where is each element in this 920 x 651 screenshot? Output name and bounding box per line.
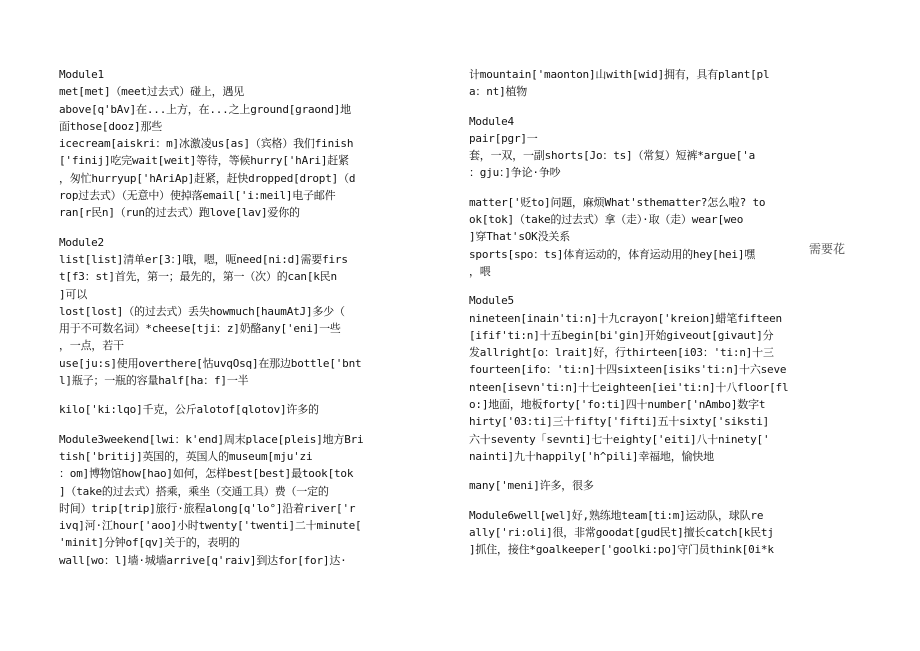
vocab-line: Module6well[wel]好,熟练地team[ti:m]运动队，球队re [469, 508, 764, 522]
vocab-line: wall[wo：l]墙·城墙arrive[q'raiv]到达for[for]达· [59, 553, 347, 567]
vocab-line: rop过去式）（无意中）使掉落email['i:meil]电子邮件 [59, 189, 336, 203]
vocab-line: sports[spo：ts]体育运动的，体育运动用的hey[hei]嘿 [469, 247, 756, 261]
vocab-line: ran[r民n]（run的过去式）跑love[lav]爱你的 [59, 206, 300, 220]
vocab-line: ]穿That'sOK没关系 [469, 230, 571, 244]
left-text-column [59, 66, 382, 581]
vocab-line: 时间）trip[trip]旅行·旅程along[q'lo°]沿着river['r [59, 501, 356, 515]
vocab-paragraph [59, 401, 382, 418]
vocab-line: nainti]九十happily['h^pili]幸福地，愉快地 [469, 449, 714, 463]
module-heading: Module4 [469, 114, 514, 128]
module-heading: Module1 [59, 68, 104, 81]
vocab-line: lost[lost]（的过去式）丢失howmuch[haumAtJ]多少（ [59, 304, 345, 318]
vocab-paragraph [59, 431, 382, 569]
vocab-paragraph [469, 66, 795, 101]
vocab-line: 套，一双，一副shorts[Jo：ts]（常复）短裤*argue['a [469, 149, 756, 163]
module-heading: Module5 [469, 294, 514, 308]
vocab-line: 计mountain['maonton]山with[wid]拥有，具有plant[pl [469, 68, 770, 81]
vocab-line: kilo['ki:lqo]千克，公斤alotof[qlotov]许多的 [59, 403, 319, 417]
vocab-line: nineteen[inain'ti:n]十九crayon['kreion]蜡笔fifteen [469, 311, 782, 325]
vocab-line: 'minit]分钟of[qv]关于的，表明的 [59, 536, 240, 550]
vocab-line: ivq]河·江hour['aoo]小时twenty['twenti]二十minute[ [59, 519, 362, 533]
vocab-line: tish['britij]英国的，英国人的museum[mju'zi [59, 449, 313, 463]
vocab-line: nteen[isevn'ti:n]十七eighteen[iei'ti:n]十八floor[fl [469, 380, 789, 394]
vocab-paragraph [59, 66, 382, 222]
vocab-line: t[f3：st]首先，第一；最先的，第一（次）的can[k民n [59, 270, 337, 284]
vocab-line: o:]地面，地板forty['fo:ti]四十number['nAmbo]数字t [469, 398, 766, 412]
vocab-line: icecream[aiskri：m]冰激凌us[as]（宾格）我们finish [59, 137, 354, 151]
margin-note: 需要花 [809, 242, 846, 256]
right-text-column [469, 66, 795, 570]
vocab-line: ：gju：]争论·争吵 [469, 166, 561, 180]
vocab-paragraph [59, 234, 382, 390]
vocab-line: ok[tok]（take的过去式）拿（走）·取（走）wear[weo [469, 213, 744, 227]
vocab-line: ：om]博物馆how[hao]如何，怎样best[best]最took[tok [59, 467, 354, 481]
vocab-line: list[list]清单er[3：]哦，嗯，呃need[ni:d]需要firs [59, 252, 348, 266]
vocab-line: ，喂 [469, 264, 491, 278]
vocab-line: use[ju:s]使用overthere[怙uvqOsq]在那边bottle['bnt [59, 356, 362, 370]
vocab-line: 用于不可数名词）*cheese[tji：z]奶酪any['eni]一些 [59, 322, 341, 336]
vocab-line: a：nt]植物 [469, 85, 528, 99]
vocab-line: ]可以 [59, 287, 88, 301]
vocab-paragraph [469, 113, 795, 182]
vocab-paragraph [469, 477, 795, 494]
vocab-line: 六十seventy「sevnti]七十eighty['eiti]八十ninety[' [469, 432, 770, 446]
vocab-line: pair[pgr]一 [469, 131, 538, 145]
vocab-line: ally['ri:oli]很，非常goodat[gud民t]擅长catch[k民tj [469, 525, 774, 539]
module-heading: Module2 [59, 235, 104, 249]
vocab-line: hirty['03:ti]三十fifty['fifti]五十sixty['siksti] [469, 415, 770, 429]
vocab-line: many['meni]许多，很多 [469, 479, 594, 493]
vocab-line: fourteen[ifo：'ti:n]十四sixteen[isiks'ti:n]十六seve [469, 363, 787, 377]
vocab-line: ]抓住，接住*goalkeeper['goolki:po]守门员think[0i*k [469, 543, 774, 557]
vocab-paragraph [469, 507, 795, 559]
vocab-paragraph [469, 194, 795, 280]
vocab-line: 面those[dooz]那些 [59, 119, 163, 133]
vocab-line: ]（take的过去式）搭乘，乘坐（交通工具）费（一定的 [59, 484, 329, 498]
vocab-line: 发allright[o：lrait]好，行thirteen[i03：'ti:n]十三 [469, 346, 774, 360]
vocab-line: matter['贬to]问题，麻烦What'sthematter?怎么啦? to [469, 195, 766, 209]
vocab-paragraph [469, 292, 795, 465]
vocab-line: ，匆忙hurryup['hAriAp]赶紧，赶快dropped[dropt]（d [59, 171, 356, 185]
vocab-line: Module3weekend[lwi：k'end]周末place[pleis]地方Bri [59, 432, 364, 446]
vocab-line: [ifif'ti:n]十五begin[bi'gin]开始giveout[givaut]分 [469, 328, 774, 342]
vocab-line: above[q'bAv]在...上方，在...之上ground[graond]地 [59, 102, 351, 116]
vocab-line: l]瓶子；一瓶的容量half[ha：f]一半 [59, 374, 249, 388]
vocab-line: ，一点，若干 [59, 339, 124, 353]
vocab-line: met[met]（meet过去式）碰上，遇见 [59, 85, 245, 99]
vocab-line: ['finij]吃完wait[weit]等待，等候hurry['hAri]赶紧 [59, 154, 349, 168]
